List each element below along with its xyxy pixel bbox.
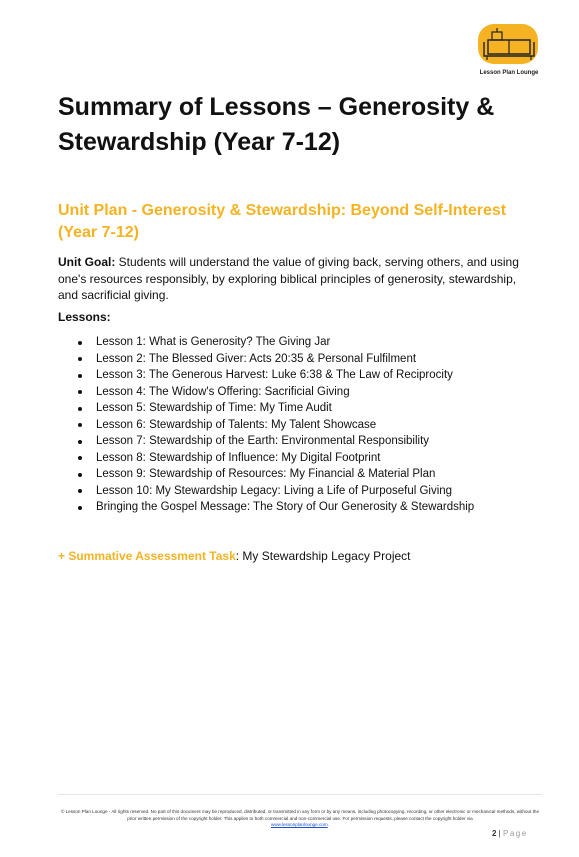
list-item: Lesson 2: The Blessed Giver: Acts 20:35 & Personal Fulfilment xyxy=(58,351,548,368)
unit-goal-label: Unit Goal: xyxy=(58,255,116,269)
website-link[interactable]: www.lessonplanlounge.com xyxy=(271,822,328,828)
summative-text: : My Stewardship Legacy Project xyxy=(235,549,411,563)
list-item: Lesson 5: Stewardship of Time: My Time Audit xyxy=(58,400,548,417)
page-number xyxy=(492,829,528,838)
page-number-value: 2 xyxy=(492,829,497,838)
unit-plan-heading: Unit Plan - Generosity & Stewardship: Beyond Self-Interest (Year 7-12) xyxy=(58,202,507,241)
unit-goal xyxy=(58,254,538,304)
list-item: Lesson 9: Stewardship of Resources: My Financial & Material Plan xyxy=(58,466,548,483)
page-word: Page xyxy=(502,829,528,838)
list-item: Lesson 10: My Stewardship Legacy: Living a Life of Purposeful Giving xyxy=(58,483,548,500)
page-title: Summary of Lessons – Generosity & Stewardship (Year 7-12) xyxy=(58,93,495,156)
logo-text: Lesson Plan Lounge xyxy=(479,70,539,76)
list-item: Lesson 6: Stewardship of Talents: My Talent Showcase xyxy=(58,417,548,434)
lessons-label: Lessons: xyxy=(58,310,111,324)
list-item: Lesson 1: What is Generosity? The Giving Jar xyxy=(58,334,548,351)
lesson-plan-lounge-logo xyxy=(470,22,548,66)
list-item: Bringing the Gospel Message: The Story of Our Generosity & Stewardship xyxy=(58,499,548,516)
list-item: Lesson 3: The Generous Harvest: Luke 6:38 & The Law of Reciprocity xyxy=(58,367,548,384)
copyright-text: © Lesson Plan Lounge - All rights reserved. No part of this document may be reproduced, distributed, or transmitted in any form or by any means, including photocopying, recording, or other electronic or mechanical methods, without the prior written permission of the copyright holder. This applies to both commercial and non-commercial use. For permission requests, please contact the copyright holder via xyxy=(60,809,540,821)
list-item: Lesson 4: The Widow's Offering: Sacrificial Giving xyxy=(58,384,548,401)
unit-goal-text: Students will understand the value of giving back, serving others, and using one's resources responsibly, by exploring biblical principles of generosity, stewardship, and sacrificial giving. xyxy=(58,255,519,302)
copyright-notice: © Lesson Plan Lounge - All rights reserved. No part of this document may be reproduced, distributed, or transmitted in any form or by any means, including photocopying, recording, or other electronic or mechanical methods, without the prior written permission of the copyright holder. This applies to both commercial and non-commercial use. For permission requests, please contact the copyright holder via www.lessonplanlounge.com. xyxy=(60,809,540,828)
page-separator: | xyxy=(496,829,503,838)
footer-divider xyxy=(58,794,542,795)
lessons-list xyxy=(58,334,548,516)
list-item: Lesson 7: Stewardship of the Earth: Environmental Responsibility xyxy=(58,433,548,450)
summative-label: + Summative Assessment Task xyxy=(58,549,236,563)
summative-task xyxy=(58,549,411,563)
list-item: Lesson 8: Stewardship of Influence: My Digital Footprint xyxy=(58,450,548,467)
